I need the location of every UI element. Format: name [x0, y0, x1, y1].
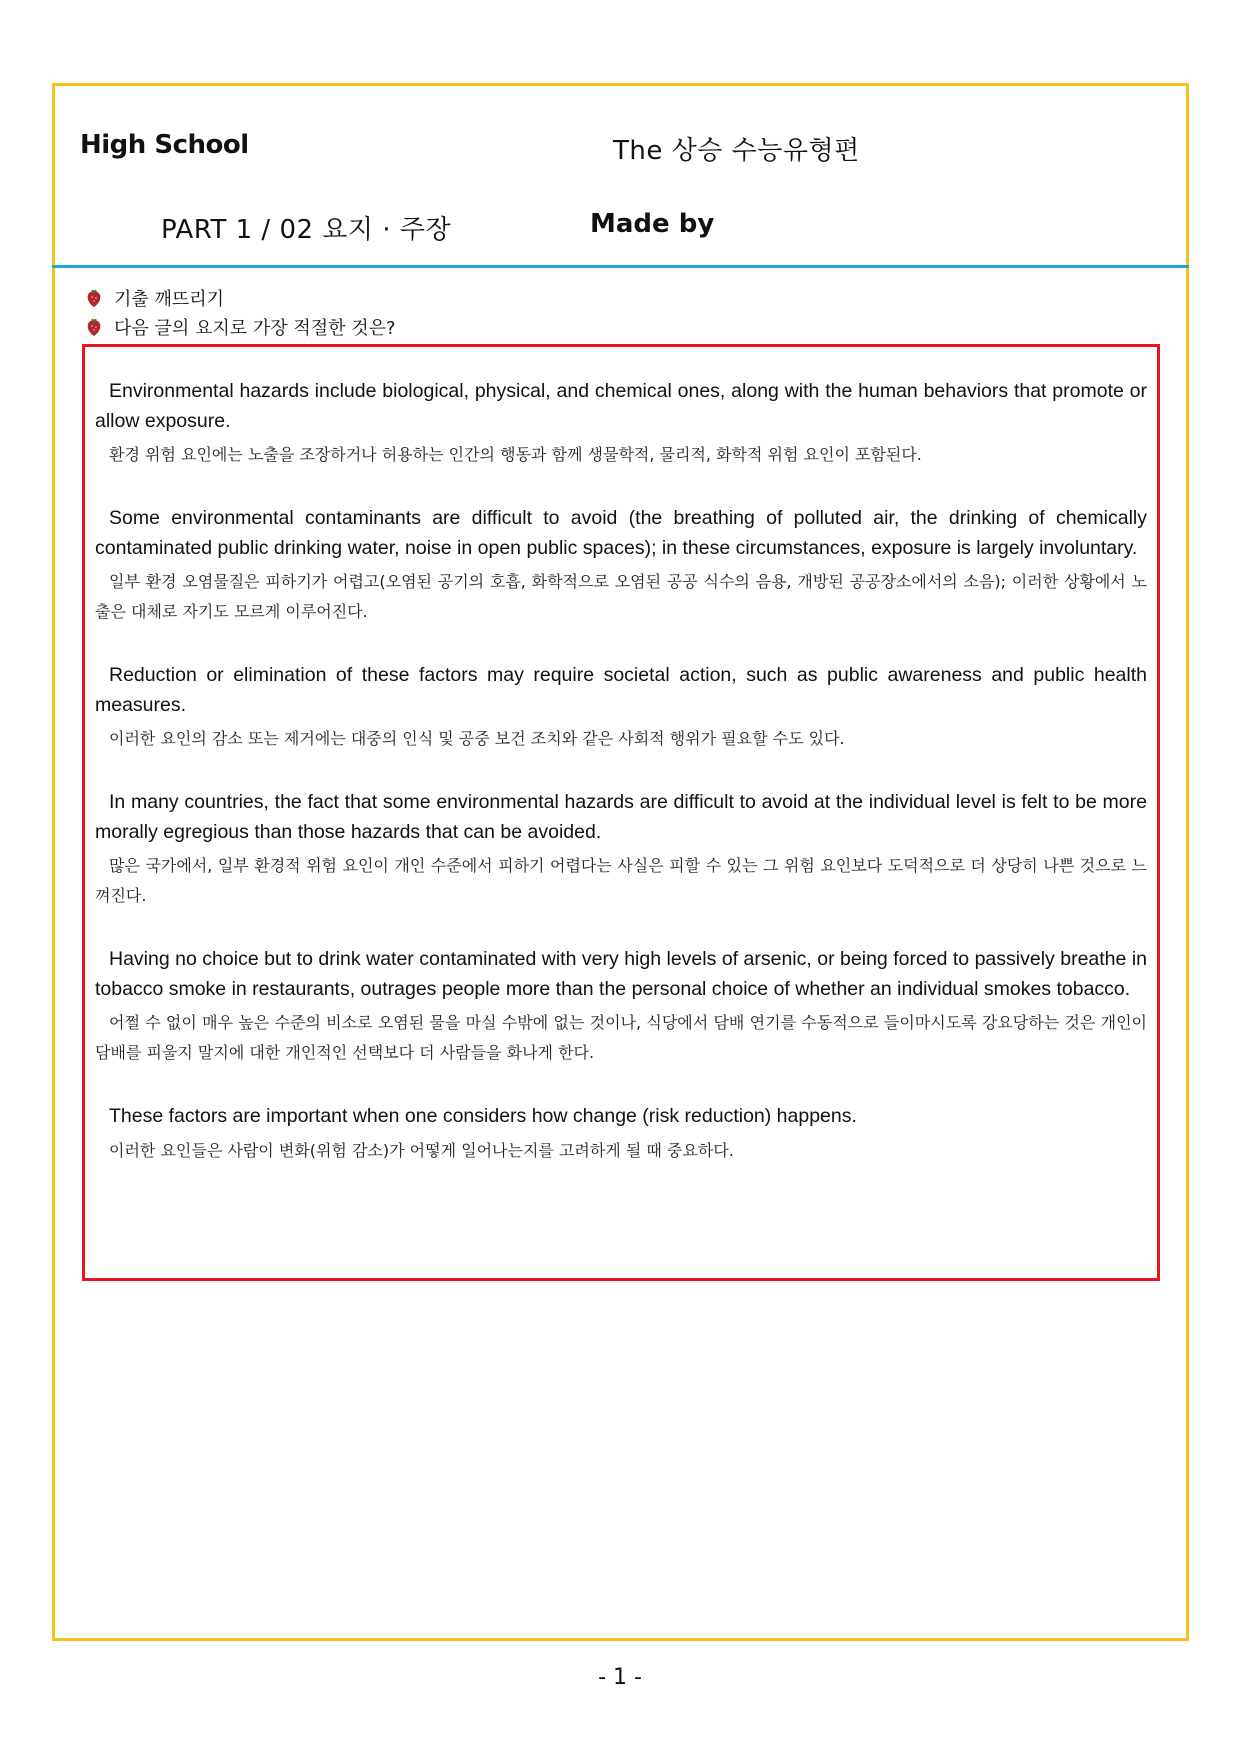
passage-korean: 이러한 요인들은 사람이 변화(위험 감소)가 어떻게 일어나는지를 고려하게 될 때 중요하다.: [109, 1140, 734, 1160]
passage-english: In many countries, the fact that some environmental hazards are difficult to avoid at the individual level is felt to be more morally egregious than those hazards that can be avoided.: [95, 791, 1147, 843]
section-label-text: 기출 깨뜨리기: [114, 289, 225, 310]
passage-paragraph: [95, 504, 1147, 627]
header-series-title: The 상승 수능유형편: [613, 136, 860, 166]
passage-english: Having no choice but to drink water contaminated with very high levels of arsenic, or being forced to passively breathe in tobacco smoke in restaurants, outrages people more than the personal choice of whether an individual smokes tobacco.: [95, 948, 1147, 1000]
header-part-label: PART 1 / 02 요지 · 주장: [161, 215, 452, 245]
passage-korean: 이러한 요인의 감소 또는 제거에는 대중의 인식 및 공중 보건 조치와 같은 사회적 행위가 필요할 수도 있다.: [109, 729, 845, 748]
header-made-by: Made by: [590, 209, 715, 239]
header-school: High School: [80, 130, 249, 160]
passage-english: Some environmental contaminants are difficult to avoid (the breathing of polluted air, the drinking of chemically contaminated public drinking water, noise in open public spaces); in these circumstances, exposure is largely involuntary.: [95, 507, 1147, 559]
question-prompt-text: 다음 글의 요지로 가장 적절한 것은?: [114, 318, 396, 339]
strawberry-icon: [84, 317, 104, 337]
passage-english: These factors are important when one considers how change (risk reduction) happens.: [109, 1105, 857, 1127]
passage-paragraph: [95, 945, 1147, 1068]
strawberry-icon: [84, 288, 104, 308]
passage-paragraph: [95, 1102, 1147, 1166]
passage-english: Reduction or elimination of these factors may require societal action, such as public awareness and public health measures.: [95, 664, 1147, 716]
section-label: [84, 285, 224, 311]
passage-korean: 많은 국가에서, 일부 환경적 위험 요인이 개인 수준에서 피하기 어렵다는 사실은 피할 수 있는 그 위험 요인보다 도덕적으로 더 상당히 나쁜 것으로 느껴진다.: [95, 856, 1147, 905]
passage-korean: 어쩔 수 없이 매우 높은 수준의 비소로 오염된 물을 마실 수밖에 없는 것이나, 식당에서 담배 연기를 수동적으로 들이마시도록 강요당하는 것은 개인이 담배를 피울지 말지에 대한 개인적인 선택보다 더 사람들을 화나게 한다.: [95, 1013, 1147, 1062]
header-divider: [52, 265, 1189, 268]
passage-korean: 일부 환경 오염물질은 피하기가 어렵고(오염된 공기의 호흡, 화학적으로 오염된 공공 식수의 음용, 개방된 공공장소에서의 소음); 이러한 상황에서 노출은 대체로 자기도 모르게 이루어진다.: [95, 572, 1147, 621]
passage-paragraph: [95, 661, 1147, 754]
question-prompt: [84, 314, 396, 340]
passage-paragraph: [95, 788, 1147, 911]
passage-english: Environmental hazards include biological, physical, and chemical ones, along with the human behaviors that promote or allow exposure.: [95, 380, 1147, 432]
passage-paragraph: [95, 377, 1147, 470]
passage-box: [82, 344, 1160, 1281]
passage-korean: 환경 위험 요인에는 노출을 조장하거나 허용하는 인간의 행동과 함께 생물학적, 물리적, 화학적 위험 요인이 포함된다.: [109, 445, 922, 464]
page-number: - 1 -: [598, 1665, 642, 1690]
